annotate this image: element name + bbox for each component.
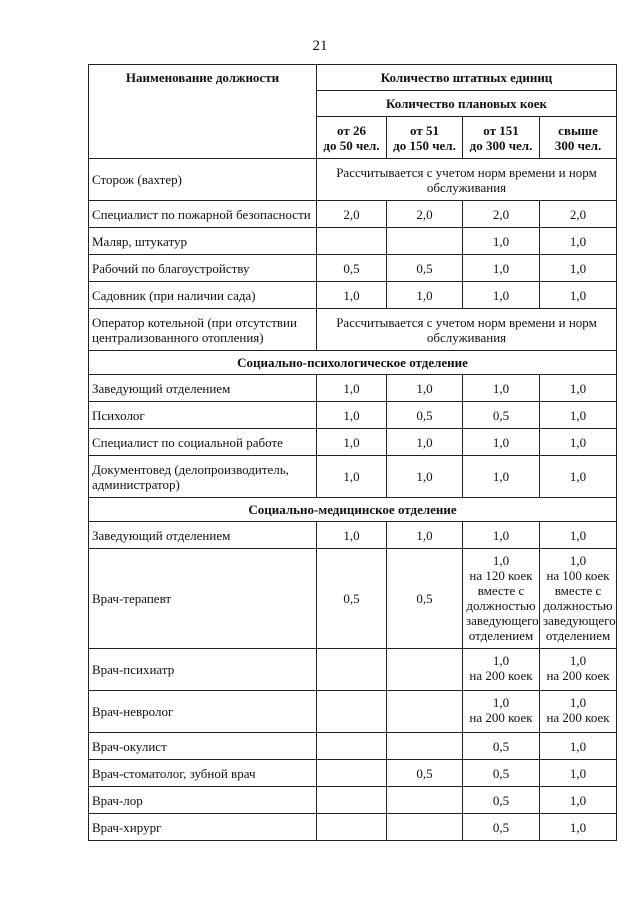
value-cell: 1,0 — [317, 429, 387, 456]
position-cell: Врач-психиатр — [89, 649, 317, 691]
table-row — [89, 549, 617, 649]
value-cell: 1,0 на 200 коек — [463, 649, 540, 691]
value-cell: 1,0 — [540, 760, 617, 787]
section-title-psychological: Социально-психологическое отделение — [89, 351, 617, 375]
value-cell: 1,0 — [540, 522, 617, 549]
value-cell — [317, 760, 387, 787]
table-row — [89, 228, 617, 255]
value-cell: 0,5 — [387, 760, 463, 787]
value-cell — [317, 787, 387, 814]
section-title-medical: Социально-медицинское отделение — [89, 498, 617, 522]
value-cell: 0,5 — [317, 549, 387, 649]
value-cell: 1,0 — [463, 255, 540, 282]
position-cell: Специалист по пожарной безопасности — [89, 201, 317, 228]
value-cell: 1,0 — [540, 733, 617, 760]
header-capacity-1: от 26 до 50 чел. — [317, 117, 387, 159]
table-row — [89, 309, 617, 351]
value-cell: 1,0 — [540, 228, 617, 255]
table-row — [89, 814, 617, 841]
value-cell: 1,0 — [463, 375, 540, 402]
value-cell: 1,0 — [387, 429, 463, 456]
position-cell: Врач-лор — [89, 787, 317, 814]
table-row — [89, 649, 617, 691]
value-cell — [387, 691, 463, 733]
value-cell: 1,0 — [463, 228, 540, 255]
value-cell: 1,0 — [540, 375, 617, 402]
value-cell: 2,0 — [463, 201, 540, 228]
value-cell: 0,5 — [463, 760, 540, 787]
value-cell: 0,5 — [317, 255, 387, 282]
value-cell: 0,5 — [463, 733, 540, 760]
value-cell — [317, 733, 387, 760]
value-cell: 1,0 — [387, 456, 463, 498]
value-cell — [387, 228, 463, 255]
value-cell — [387, 787, 463, 814]
position-cell: Заведующий отделением — [89, 522, 317, 549]
value-cell: 1,0 — [317, 456, 387, 498]
table-row — [89, 760, 617, 787]
position-cell: Врач-терапевт — [89, 549, 317, 649]
header-units: Количество штатных единиц — [317, 65, 617, 91]
value-cell: 1,0 — [387, 522, 463, 549]
value-cell: 2,0 — [317, 201, 387, 228]
norm-note: Рассчитывается с учетом норм времени и норм обслуживания — [317, 309, 617, 351]
value-cell: 0,5 — [463, 814, 540, 841]
table-row — [89, 691, 617, 733]
value-cell: 1,0 — [540, 787, 617, 814]
header-position: Наименование должности — [89, 65, 317, 159]
value-cell: 0,5 — [463, 402, 540, 429]
value-cell: 1,0 — [463, 282, 540, 309]
position-cell: Врач-хирург — [89, 814, 317, 841]
value-cell: 1,0 — [317, 375, 387, 402]
value-cell: 1,0 — [540, 814, 617, 841]
position-cell: Заведующий отделением — [89, 375, 317, 402]
position-cell: Психолог — [89, 402, 317, 429]
table-row — [89, 159, 617, 201]
position-cell: Садовник (при наличии сада) — [89, 282, 317, 309]
value-cell: 1,0 — [540, 255, 617, 282]
value-cell: 1,0 — [317, 282, 387, 309]
position-cell: Маляр, штукатур — [89, 228, 317, 255]
value-cell: 1,0 — [540, 456, 617, 498]
table-row — [89, 201, 617, 228]
table-row — [89, 733, 617, 760]
table-row — [89, 429, 617, 456]
value-cell: 1,0 — [540, 429, 617, 456]
value-cell: 1,0 на 200 коек — [540, 649, 617, 691]
value-cell: 1,0 — [463, 456, 540, 498]
page-number: 21 — [312, 38, 328, 54]
value-cell: 2,0 — [540, 201, 617, 228]
table-row — [89, 255, 617, 282]
value-cell — [387, 814, 463, 841]
norm-note: Рассчитывается с учетом норм времени и норм обслуживания — [317, 159, 617, 201]
value-cell — [387, 649, 463, 691]
staffing-table — [88, 64, 617, 841]
value-cell — [317, 691, 387, 733]
value-cell: 1,0 — [387, 282, 463, 309]
value-cell: 1,0 — [463, 429, 540, 456]
value-cell: 1,0 на 200 коек — [540, 691, 617, 733]
value-cell: 0,5 — [387, 255, 463, 282]
table-row — [89, 282, 617, 309]
value-cell: 1,0 — [317, 402, 387, 429]
table-row — [89, 456, 617, 498]
value-cell — [317, 649, 387, 691]
value-cell: 1,0 на 100 коек вместе с должностью заведующего отделением — [540, 549, 617, 649]
table-row — [89, 375, 617, 402]
header-capacity-4: свыше 300 чел. — [540, 117, 617, 159]
position-cell: Рабочий по благоустройству — [89, 255, 317, 282]
table-row — [89, 787, 617, 814]
value-cell: 1,0 — [540, 402, 617, 429]
position-cell: Сторож (вахтер) — [89, 159, 317, 201]
value-cell: 0,5 — [463, 787, 540, 814]
value-cell: 1,0 на 120 коек вместе с должностью заведующего отделением — [463, 549, 540, 649]
position-cell: Врач-стоматолог, зубной врач — [89, 760, 317, 787]
value-cell: 1,0 — [540, 282, 617, 309]
value-cell: 1,0 на 200 коек — [463, 691, 540, 733]
value-cell: 0,5 — [387, 402, 463, 429]
header-capacity-3: от 151 до 300 чел. — [463, 117, 540, 159]
value-cell: 2,0 — [387, 201, 463, 228]
table-row — [89, 402, 617, 429]
table-row — [89, 522, 617, 549]
value-cell — [317, 228, 387, 255]
position-cell: Специалист по социальной работе — [89, 429, 317, 456]
header-capacity-2: от 51 до 150 чел. — [387, 117, 463, 159]
value-cell: 1,0 — [387, 375, 463, 402]
position-cell: Оператор котельной (при отсутствии централизованного отопления) — [89, 309, 317, 351]
header-beds: Количество плановых коек — [317, 91, 617, 117]
position-cell: Документовед (делопроизводитель, администратор) — [89, 456, 317, 498]
position-cell: Врач-невролог — [89, 691, 317, 733]
value-cell — [317, 814, 387, 841]
value-cell: 1,0 — [317, 522, 387, 549]
value-cell — [387, 733, 463, 760]
value-cell: 1,0 — [463, 522, 540, 549]
position-cell: Врач-окулист — [89, 733, 317, 760]
value-cell: 0,5 — [387, 549, 463, 649]
